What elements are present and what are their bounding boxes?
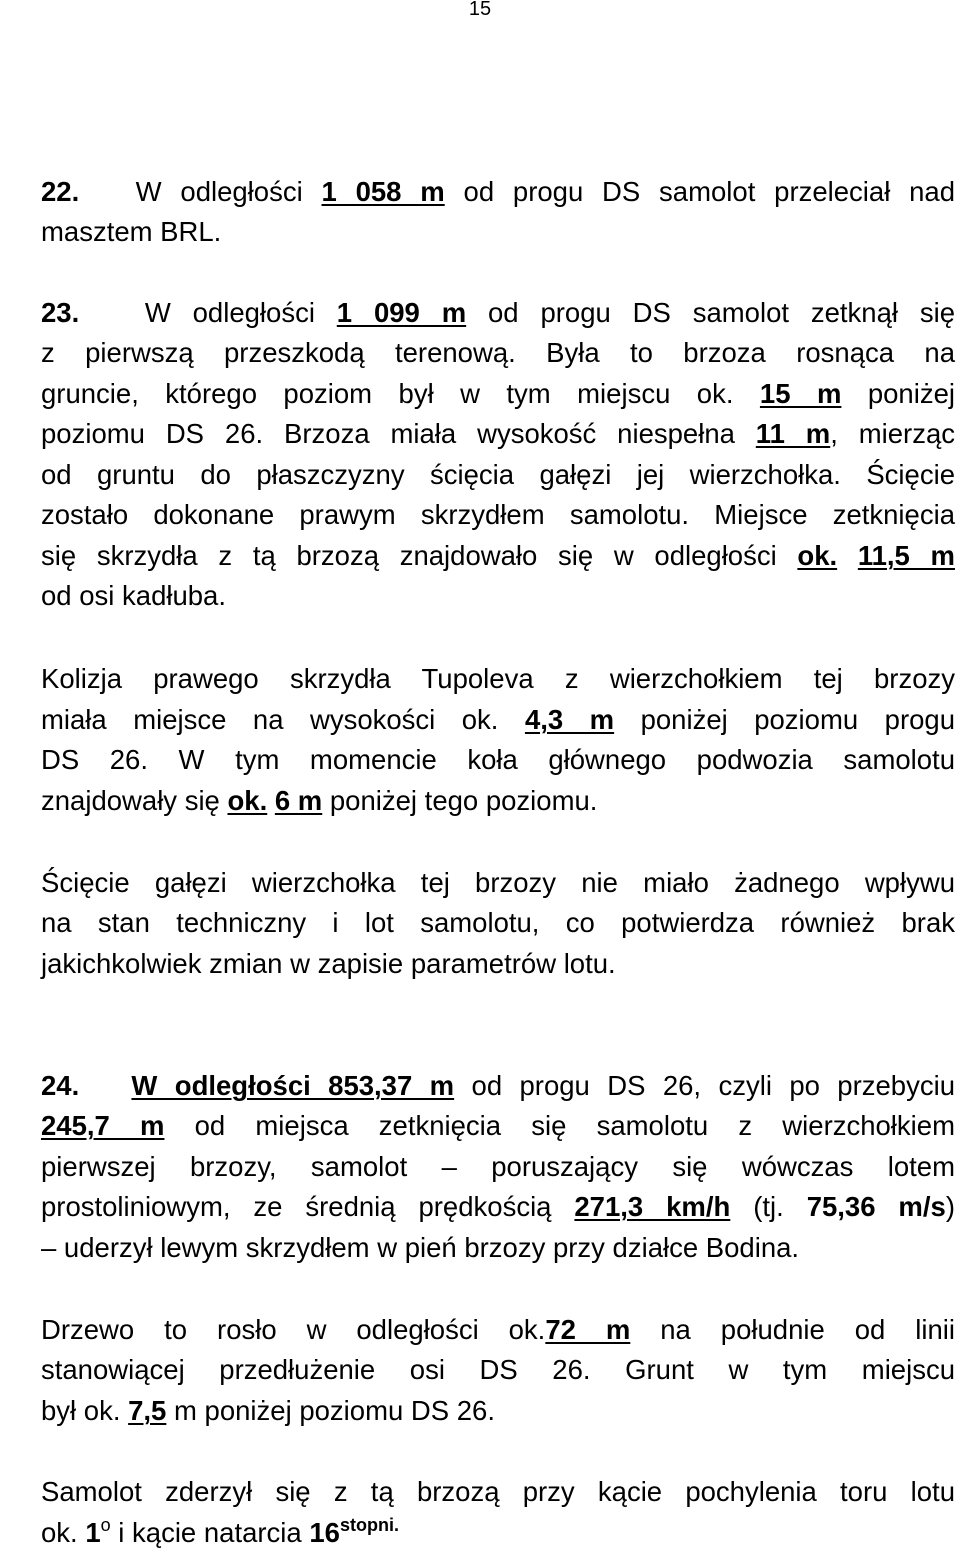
item-23-line-3: gruncie, którego poziom był w tym miejscu ok. 15 m poniżej — [41, 378, 955, 409]
item-24-p3-line-2: ok. 1$^o$ i kącie natarcia $16^{stopni.}$ — [41, 1515, 399, 1548]
item-23-line-4: poziomu DS 26. Brzoza miała wysokość niespełna 11 m, mierząc — [41, 418, 956, 449]
item-24-p2-line-2: stanowiącej przedłużenie osi DS 26. Grunt w tym miejscu — [41, 1354, 955, 1385]
item-23-p2-line-1: Kolizja prawego skrzydła Tupoleva z wierzchołkiem tej brzozy — [41, 663, 955, 694]
item-24-p2-line-1: Drzewo to rosło w odległości ok.72 m na południe od linii — [41, 1314, 955, 1345]
item-23-p3-line-2: na stan techniczny i lot samolotu, co potwierdza również brak — [41, 907, 955, 938]
item-23-p2-line-4: znajdowały się ok. 6 m poniżej tego poziomu. — [41, 785, 598, 816]
item-24-p2-line-3: był ok. 7,5 m poniżej poziomu DS 26. — [41, 1395, 495, 1426]
item-number: 23. — [41, 297, 80, 328]
page-number: 15 — [468, 0, 492, 20]
item-23-p2-line-3: DS 26. W tym momencie koła głównego podwozia samolotu — [41, 744, 955, 775]
item-23-line-1: 23. W odległości 1 099 m od progu DS samolot zetknął się — [41, 297, 956, 328]
item-23-line-7: się skrzydła z tą brzozą znajdowało się w odległości ok. 11,5 m — [41, 540, 955, 571]
item-24-line-3: pierwszej brzozy, samolot – poruszający się wówczas lotem — [41, 1151, 955, 1182]
item-22-line-1: 22. W odległości 1 058 m od progu DS samolot przeleciał nad — [41, 176, 955, 207]
item-24-line-5: – uderzył lewym skrzydłem w pień brzozy przy działce Bodina. — [41, 1232, 800, 1263]
item-23-line-8: od osi kadłuba. — [41, 580, 226, 611]
degrees-superscript: stopni. — [339, 1515, 399, 1535]
item-24-line-4: prostoliniowym, ze średnią prędkością 271,3 km/h (tj. 75,36 m/s) — [41, 1191, 955, 1222]
item-number: 22. — [41, 176, 80, 207]
degree-superscript: o — [100, 1515, 111, 1535]
item-23-line-5: od gruntu do płaszczyzny ścięcia gałęzi jej wierzchołka. Ścięcie — [41, 459, 955, 490]
item-24-line-1: 24. W odległości 853,37 m od progu DS 26, czyli po przebyciu — [41, 1070, 955, 1101]
item-number: 24. — [41, 1070, 80, 1101]
item-23-p3-line-3: jakichkolwiek zmian w zapisie parametrów lotu. — [41, 948, 616, 979]
item-22-line-2: masztem BRL. — [41, 216, 222, 247]
item-23-line-6: zostało dokonane prawym skrzydłem samolotu. Miejsce zetknięcia — [41, 499, 955, 530]
item-23-line-2: z pierwszą przeszkodą terenową. Była to brzoza rosnąca na — [41, 337, 955, 368]
item-24-line-2: 245,7 m od miejsca zetknięcia się samolotu z wierzchołkiem — [41, 1110, 955, 1141]
item-23-p3-line-1: Ścięcie gałęzi wierzchołka tej brzozy nie miało żadnego wpływu — [41, 867, 955, 898]
item-24-p3-line-1: Samolot zderzył się z tą brzozą przy kącie pochylenia toru lotu — [41, 1476, 955, 1507]
item-23-p2-line-2: miała miejsce na wysokości ok. 4,3 m poniżej poziomu progu — [41, 704, 955, 735]
